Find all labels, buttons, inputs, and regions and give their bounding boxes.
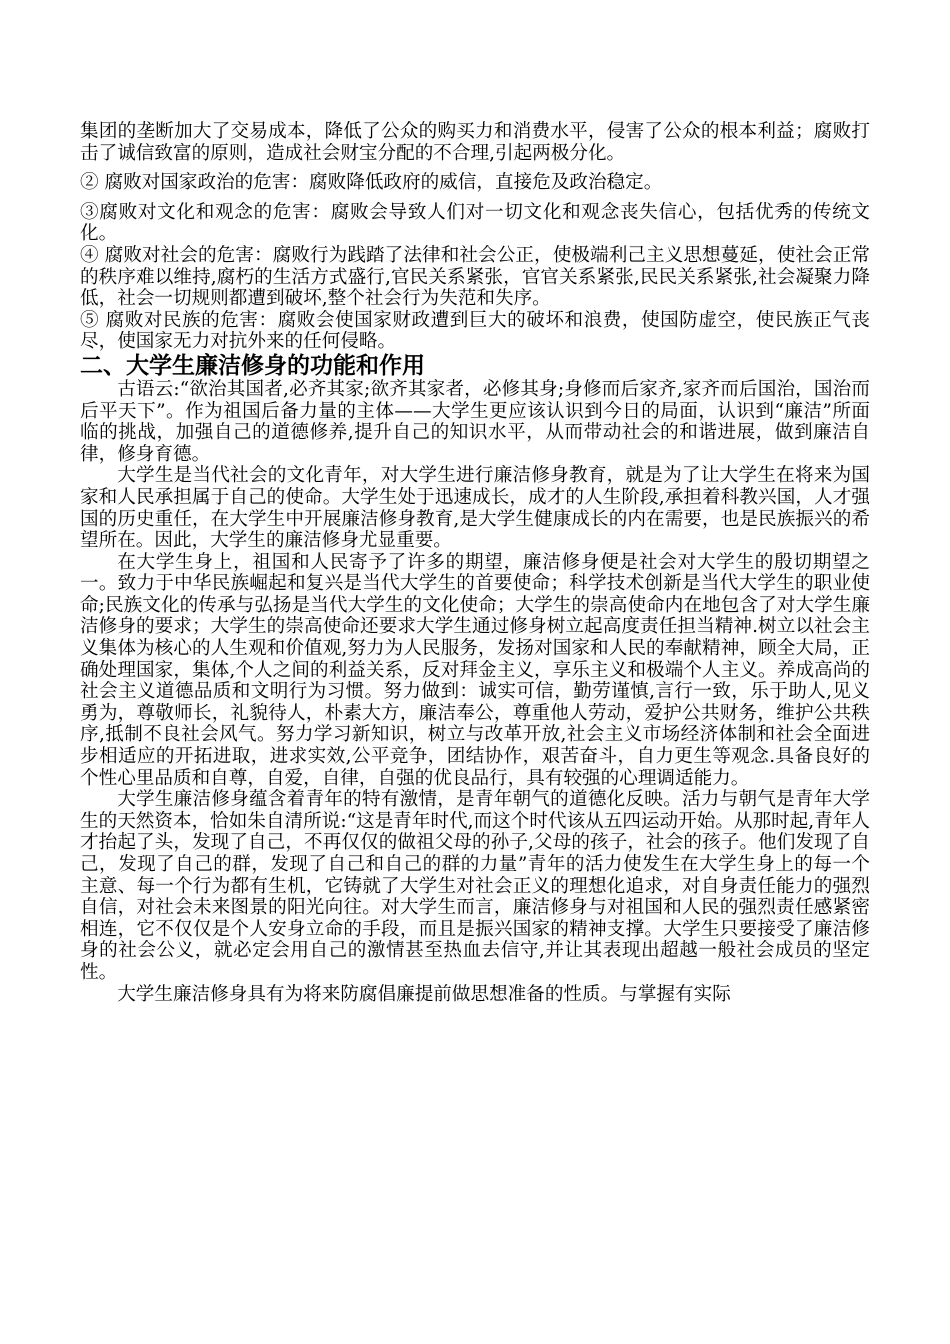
paragraph-ancient-saying: 古语云:“欲治其国者,必齐其家;欲齐其家者，必修其身;身修而后家齐,家齐而后国治，国治而后平天下”。作为祖国后备力量的主体——大学生更应该认识到今日的局面，认识到“廉洁”所面临的挑战，加强自己的道德修养,提升自己的知识水平，从而带动社会的和谐进展，做到廉洁自律，修身育德。 — [80, 378, 870, 465]
section-heading: 二、大学生廉洁修身的功能和作用 — [80, 352, 425, 379]
paragraph-economic-harm: 集团的垄断加大了交易成本，降低了公众的购买力和消费水平，侵害了公众的根本利益；腐败打击了诚信致富的原则，造成社会财宝分配的不合理,引起两极分化。 — [80, 121, 870, 164]
paragraph-social-harm: ④ 腐败对社会的危害：腐败行为践踏了法律和社会公正，使极端利己主义思想蔓延，使社会正常的秩序难以维持,腐朽的生活方式盛行,官民关系紧张，官官关系紧张,民民关系紧张,社会凝聚力降低，社会一切规则都遭到破坏,整个社会行为失范和失序。 — [80, 244, 870, 310]
paragraph-expectations: 在大学生身上，祖国和人民寄予了许多的期望，廉洁修身便是社会对大学生的殷切期望之一。致力于中华民族崛起和复兴是当代大学生的首要使命；科学技术创新是当代大学生的职业使命;民族文化的传承与弘扬是当代大学生的文化使命；大学生的崇高使命内在地包含了对大学生廉洁修身的要求；大学生的崇高使命还要求大学生通过修身树立起高度责任担当精神.树立以社会主义集体为核心的人生观和价值观,努力为人民服务，发扬对国家和人民的奉献精神，顾全大局，正确处理国家，集体,个人之间的利益关系，反对拜金主义，享乐主义和极端个人主义。养成高尚的社会主义道德品质和文明行为习惯。努力做到：诚实可信，勤劳谨慎,言行一致，乐于助人,见义勇为，尊敬师长，礼貌待人，朴素大方，廉洁奉公，尊重他人劳动，爱护公共财务，维护公共秩序,抵制不良社会风气。努力学习新知识，树立与改革开放,社会主义市场经济体制和社会全面进步相适应的开拓进取，进求实效,公平竞争，团结协作，艰苦奋斗，自力更生等观念.具备良好的个性心里品质和自尊，自爱，自律，自强的优良品行，具有较强的心理调适能力。 — [80, 551, 870, 789]
paragraph-political-harm: ② 腐败对国家政治的危害：腐败降低政府的威信，直接危及政治稳定。 — [80, 172, 663, 194]
paragraph-youth-passion: 大学生廉洁修身蕴含着青年的特有激情，是青年朝气的道德化反映。活力与朝气是青年大学生的天然资本，恰如朱自清所说:“这是青年时代,而这个时代该从五四运动开始。从那时起,青年人才抬起了头，发现了自己，不再仅仅的做祖父母的孙子,父母的孩子，社会的孩子。他们发现了自己，发现了自己的群，发现了自己和自己的群的力量”青年的活力使发生在大学生身上的每一个主意、每一个行为都有生机，它铸就了大学生对社会正义的理想化追求，对自身责任能力的强烈自信，对社会未来图景的阳光向往。对大学生而言，廉洁修身与对祖国和人民的强烈责任感紧密相连，它不仅仅是个人安身立命的手段，而且是振兴国家的精神支撑。大学生只要接受了廉洁修身的社会公义，就必定会用自己的激情甚至热血去信守,并让其表现出超越一般社会成员的坚定性。 — [80, 789, 870, 983]
paragraph-cultural-youth: 大学生是当代社会的文化青年，对大学生进行廉洁修身教育，就是为了让大学生在将来为国家和人民承担属于自己的使命。大学生处于迅速成长，成才的人生阶段,承担着科教兴国，人才强国的历史重任，在大学生中开展廉洁修身教育,是大学生健康成长的内在需要，也是民族振兴的希望所在。因此，大学生的廉洁修身尤显重要。 — [80, 465, 870, 552]
paragraph-preparation: 大学生廉洁修身具有为将来防腐倡廉提前做思想准备的性质。与掌握有实际 — [117, 983, 731, 1005]
paragraph-national-harm: ⑤ 腐败对民族的危害：腐败会使国家财政遭到巨大的破坏和浪费，使国防虚空，使民族正气丧尽，使国家无力对抗外来的任何侵略。 — [80, 309, 870, 353]
paragraph-cultural-harm: ③腐败对文化和观念的危害：腐败会导致人们对一切文化和观念丧失信心，包括优秀的传统文化。 — [80, 201, 870, 245]
document-page — [80, 121, 870, 1005]
